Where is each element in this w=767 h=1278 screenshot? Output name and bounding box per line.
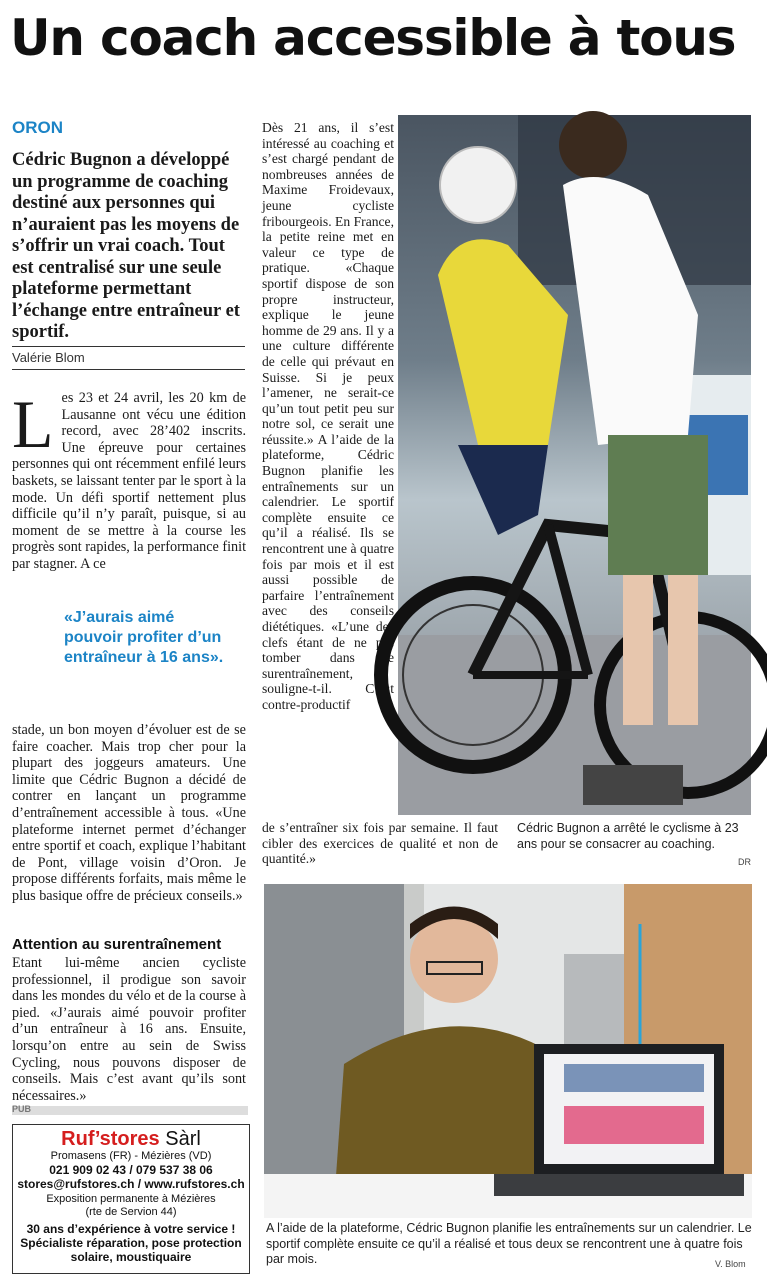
advertisement (12, 1124, 250, 1274)
intro-text: es 23 et 24 avril, les 20 km de Lausanne ont vécu une édition record, avec 28’402 inscrits. Une épreuve pour certaines personnes qui ont récemment enfilé leurs baskets, se laissant tenter par le sport à la mode. Un défi sportif nettement plus difficile qu’il n’y paraît, puisque, si au moment de se mettre à la course les progrès sont rapides, la performance finit par stagner. A ce (12, 390, 247, 572)
laptop-illustration (264, 884, 752, 1218)
ad-brand: Ruf’stores Sàrl (61, 1128, 201, 1150)
laptop-photo (264, 884, 752, 1218)
ad-experience: 30 ans d’expérience à votre service ! (26, 1222, 236, 1236)
pull-quote: «J’aurais aimé pouvoir profiter d’un entraîneur à 16 ans». (64, 609, 224, 666)
kicker: ORON (12, 118, 63, 137)
ad-expo: Exposition permanente à Mézières (46, 1193, 216, 1205)
ad-location: Promasens (FR) - Mézières (VD) (50, 1150, 212, 1162)
ad-phones: 021 909 02 43 / 079 537 38 06 (49, 1163, 213, 1177)
photo2-credit: V. Blom (715, 1259, 746, 1269)
cyclist-illustration (398, 115, 751, 815)
headline: Un coach accessible à tous (10, 9, 736, 67)
article-continued: stade, un bon moyen d’évoluer est de se faire coacher. Mais trop cher pour la plupart des joggeurs amateurs. Une limite que Cédric Bugnon a décidé de contrer en lançant un programme d’entraînement accessible à tous. «Une plateforme internet permet d’échanger entre sportif et coach, explique l’habitant de Pont, village voisin d’Oron. Je propose différents forfaits, mais même le plus basique offre de précieux conseils.» (12, 722, 246, 904)
divider (12, 369, 245, 370)
article-section2: Etant lui-même ancien cycliste professionnel, il prodigue son savoir dans les mondes du vélo et de la course à pied. «J’aurais aimé pouvoir profiter d’un entraîneur à 16 ans. Ensuite, lorsqu’on entre au sein de Swiss Cycling, nous pouvons disposer de conseils. Mais c’est avant qu’ils sont nécessaires.» (12, 955, 246, 1104)
ad-services: Spécialiste réparation, pose protection solaire, moustiquaire (20, 1236, 242, 1264)
byline: Valérie Blom (12, 350, 85, 365)
article-col2: Dès 21 ans, il s’est intéressé au coaching et s’est chargé pendant de nombreuses années de Maxime Froidevaux, jeune cycliste fribourgeois. En France, la petite reine met en valeur ce type de pratique. «Chaque sportif dispose de son propre instructeur, explique le jeune homme de 29 ans. Il y a une culture différente de celle qui prévaut en Suisse. Si je peux l’amener, ne serait-ce qu’un tout petit peu sur notre sol, ce serait une réussite.» A l’aide de la plateforme, Cédric Bugnon planifie les entraînements sur un calendrier. Le sportif complète ensuite ce qu’il a réalisé. Ils se rencontrent une à quatre fois par mois et il est aussi possible de parfaire l’entraînement avec des conseils diététiques. «L’une des clefs étant de ne pas tomber dans le surentraînement, souligne-t-il. C’est contre-productif (262, 120, 394, 712)
photo1-credit: DR (738, 857, 751, 867)
divider (12, 346, 245, 347)
pub-label: PUB (12, 1104, 32, 1114)
article-intro (12, 386, 247, 578)
ad-address: (rte de Servion 44) (85, 1206, 177, 1218)
subheading: Attention au surentraînement (12, 936, 222, 953)
lead-paragraph: Cédric Bugnon a développé un programme de coaching destiné aux personnes qui n’auraient pas les moyens de s’offrir un vrai coach. Tout est centralisé sur une seule plateforme permettant l’échange entre entraîneur et sportif. (12, 150, 240, 342)
cyclist-photo (398, 115, 751, 815)
drop-cap: L (12, 386, 54, 462)
ad-web: stores@rufstores.ch / www.rufstores.ch (17, 1177, 245, 1191)
photo1-caption: Cédric Bugnon a arrêté le cyclisme à 23 ans pour se consacrer au coaching. (517, 821, 739, 851)
photo2-caption: A l’aide de la plateforme, Cédric Bugnon planifie les entraînements sur un calendrier. Le sportif complète ensuite ce qu’il a réalisé et tous deux se rencontrent une à quatre fois par mois. (266, 1221, 752, 1266)
article-col2-end: de s’entraîner six fois par semaine. Il faut cibler des exercices de qualité et non de quantité.» (262, 820, 498, 867)
pub-bar (12, 1106, 248, 1115)
